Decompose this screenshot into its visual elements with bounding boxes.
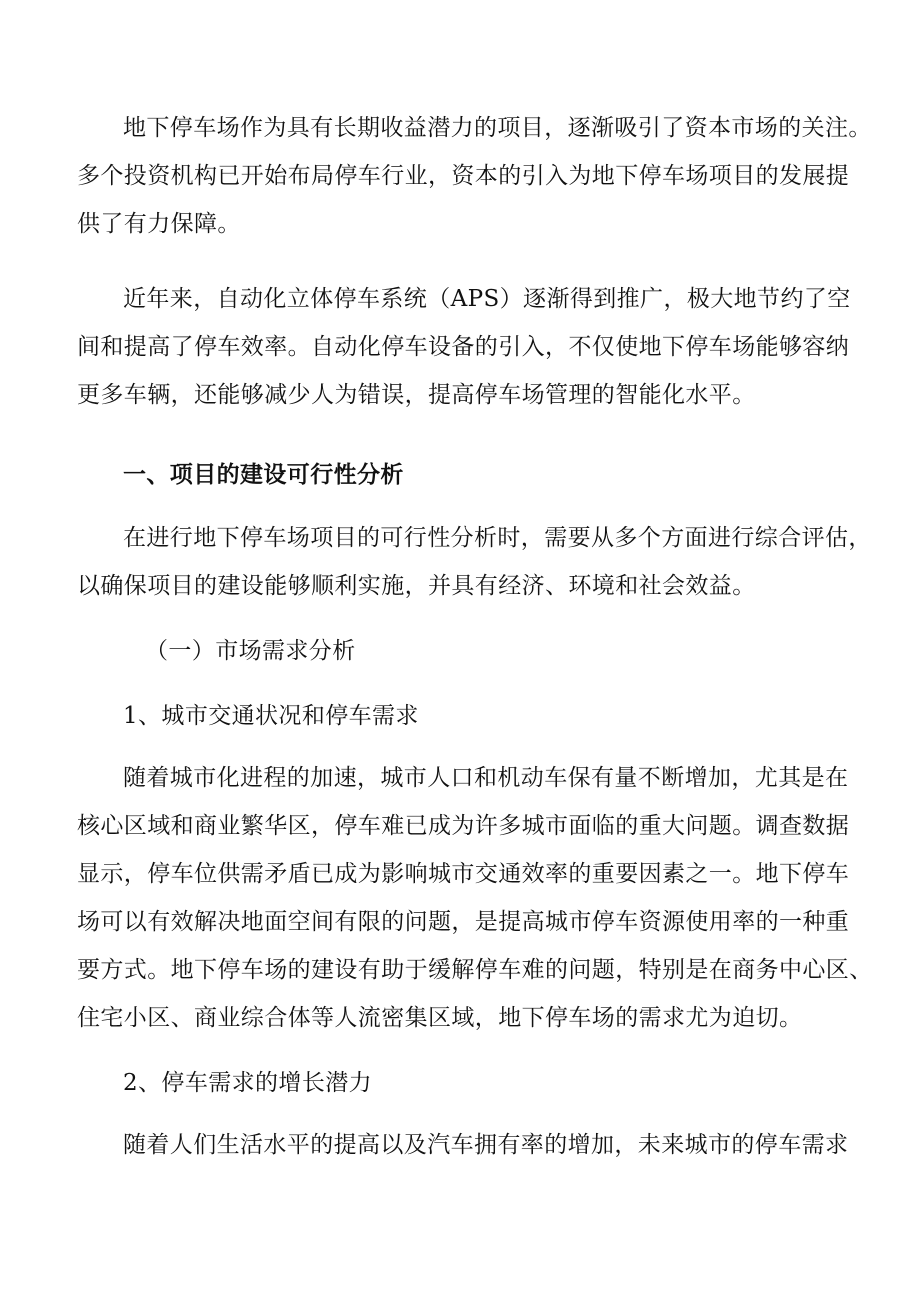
section-heading-feasibility: 一、项目的建设可行性分析 (123, 461, 404, 488)
paragraph-2-line-3: 更多车辆，还能够减少人为错误，提高停车场管理的智能化水平。 (77, 382, 756, 408)
paragraph-5-line-1: 随着人们生活水平的提高以及汽车拥有率的增加，未来城市的停车需求 (123, 1132, 849, 1158)
paragraph-1-line-3: 供了有力保障。 (77, 211, 241, 237)
paragraph-3-line-1: 在进行地下停车场项目的可行性分析时，需要从多个方面进行综合评估， (123, 525, 872, 551)
paragraph-4-line-6: 住宅小区、商业综合体等人流密集区域，地下停车场的需求尤为迫切。 (77, 1005, 803, 1031)
paragraph-1-line-2: 多个投资机构已开始布局停车行业，资本的引入为地下停车场项目的发展提 (77, 163, 850, 189)
paragraph-1-line-1: 地下停车场作为具有长期收益潜力的项目，逐渐吸引了资本市场的关注。 (123, 115, 872, 141)
paragraph-4-line-5: 要方式。地下停车场的建设有助于缓解停车难的问题，特别是在商务中心区、 (77, 957, 873, 983)
paragraph-4-line-2: 核心区域和商业繁华区，停车难已成为许多城市面临的重大问题。调查数据 (77, 813, 850, 839)
paragraph-2-line-2: 间和提高了停车效率。自动化停车设备的引入，不仅使地下停车场能够容纳 (77, 334, 850, 360)
item-heading-traffic-parking: 1、城市交通状况和停车需求 (123, 703, 419, 729)
paragraph-4-line-4: 场可以有效解决地面空间有限的问题，是提高城市停车资源使用率的一种重 (77, 909, 850, 935)
paragraph-2-line-1: 近年来，自动化立体停车系统（APS）逐渐得到推广，极大地节约了空 (123, 286, 851, 312)
subsection-heading-market-demand: （一）市场需求分析 (145, 638, 356, 664)
paragraph-3-line-2: 以确保项目的建设能够顺利实施，并具有经济、环境和社会效益。 (77, 573, 756, 599)
paragraph-4-line-1: 随着城市化进程的加速，城市人口和机动车保有量不断增加，尤其是在 (123, 765, 849, 791)
paragraph-4-line-3: 显示，停车位供需矛盾已成为影响城市交通效率的重要因素之一。地下停车 (77, 861, 850, 887)
item-heading-growth-potential: 2、停车需求的增长潜力 (123, 1070, 373, 1096)
